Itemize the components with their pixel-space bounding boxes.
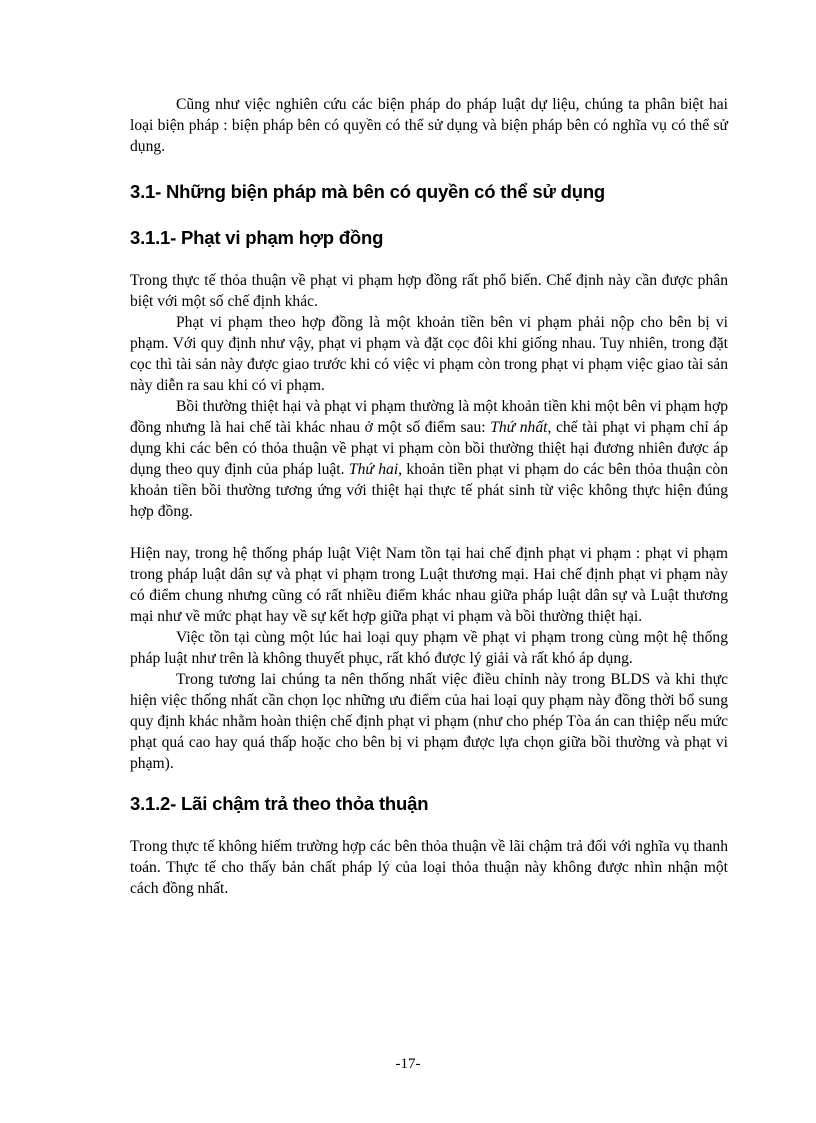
subsection-heading-late-interest: 3.1.2- Lãi chậm trả theo thỏa thuận: [130, 793, 429, 814]
paragraph-penalty-vs-deposit: Phạt vi phạm theo hợp đồng là một khoản tiền bên vi phạm phải nộp cho bên bị vi phạm. Với quy định như vậy, phạt vi phạm và đặt cọc đôi khi giống nhau. Tuy nhiên, trong đặt cọc thì tài sản này được giao trước khi có việc vi phạm còn trong phạt vi phạm việc giao tài sản này diễn ra sau khi có vi phạm.: [130, 314, 728, 394]
paragraph-two-regimes: Hiện nay, trong hệ thống pháp luật Việt Nam tồn tại hai chế định phạt vi phạm : phạt vi phạm trong pháp luật dân sự và phạt vi phạm trong Luật thương mại. Hai chế định phạt vi phạm này có điểm chung nhưng cũng có rất nhiều điểm khác nhau giữa pháp luật dân sự và Luật thương mại như về mức phạt hay về sự kết hợp giữa phạt vi phạm và bồi thường thiệt hại.: [130, 545, 728, 625]
intro-paragraph: Cũng như việc nghiên cứu các biện pháp do pháp luật dự liệu, chúng ta phân biệt hai loại biện pháp : biện pháp bên có quyền có thể sử dụng và biện pháp bên có nghĩa vụ có thể sử dụng.: [130, 96, 728, 155]
emphasis-second: Thứ hai: [348, 461, 399, 478]
text-run: , khoản tiền phạt vi phạm do các bên thỏa thuận còn khoản tiền bồi thường tương ứng với thiệt hại thực tế phát sinh từ việc không thực hiện đúng hợp đồng.: [130, 461, 728, 520]
paragraph-penalty-common: Trong thực tế thỏa thuận về phạt vi phạm hợp đồng rất phổ biến. Chế định này cần được phân biệt với một số chế định khác.: [130, 272, 728, 310]
document-page: [130, 94, 728, 899]
page-number: -17-: [395, 1056, 421, 1072]
paragraph-not-convincing: Việc tồn tại cùng một lúc hai loại quy phạm về phạt vi phạm trong cùng một hệ thống pháp luật như trên là không thuyết phục, rất khó được lý giải và rất khó áp dụng.: [130, 629, 728, 667]
subsection-heading-penalty: 3.1.1- Phạt vi phạm hợp đồng: [130, 227, 384, 248]
text-run: , chế tài phạt vi phạm chỉ áp dụng khi các bên có thỏa thuận về phạt vi phạm còn bồi thường thiệt hại đương nhiên được áp dụng theo quy định của pháp luật.: [130, 419, 728, 478]
paragraph-late-interest: Trong thực tế không hiếm trường hợp các bên thỏa thuận về lãi chậm trả đối với nghĩa vụ thanh toán. Thực tế cho thấy bản chất pháp lý của loại thỏa thuận này không được nhìn nhận một cách đồng nhất.: [130, 838, 728, 897]
paragraph-penalty-vs-damages: [130, 396, 728, 522]
emphasis-first: Thứ nhất: [490, 419, 548, 436]
section-heading: 3.1- Những biện pháp mà bên có quyền có thể sử dụng: [130, 181, 606, 202]
paragraph-future-unification: Trong tương lai chúng ta nên thống nhất việc điều chỉnh này trong BLDS và khi thực hiện việc thống nhất cần chọn lọc những ưu điểm của hai loại quy phạm này đồng thời bổ sung quy định khác nhằm hoàn thiện chế định phạt vi phạm (như cho phép Tòa án can thiệp nếu mức phạt quá cao hay quá thấp hoặc cho bên bị vi phạm được lựa chọn giữa bồi thường và phạt vi phạm).: [130, 671, 728, 772]
text-run: Bồi thường thiệt hại và phạt vi phạm thường là một khoản tiền khi một bên vi phạm hợp đồng nhưng là hai chế tài khác nhau ở một số điểm sau:: [130, 398, 728, 436]
